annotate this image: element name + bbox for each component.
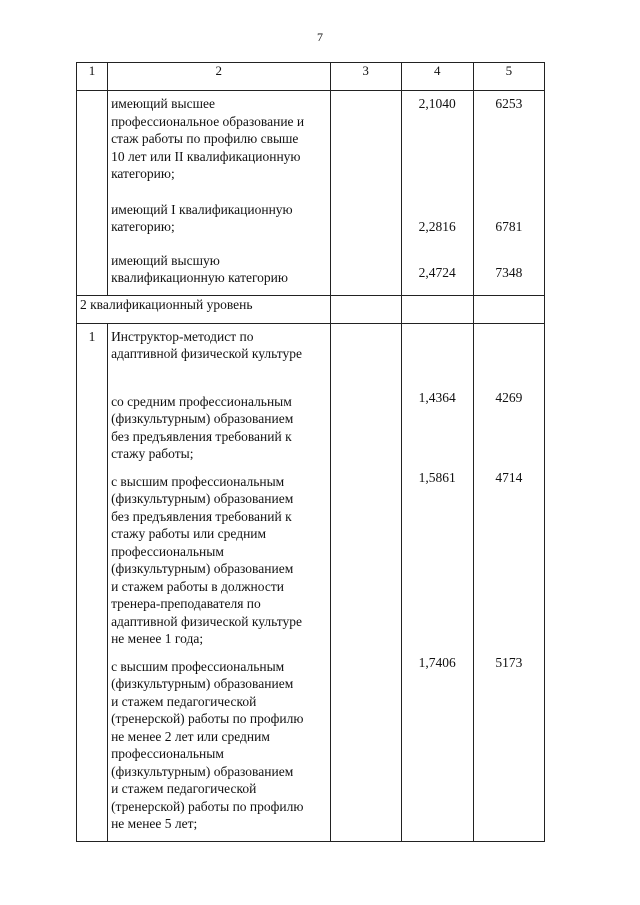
row-number-cell: [77, 91, 108, 296]
empty-cell: [473, 295, 544, 323]
text-line: стаж работы по профилю свыше: [111, 131, 299, 146]
text-line: тренера-преподавателя по: [111, 596, 261, 611]
text-line: 10 лет или II квалификационную: [111, 148, 301, 164]
text-line: (физкультурным) образованием: [111, 561, 294, 576]
text-line: (тренерской) работы по профилю: [111, 711, 304, 726]
empty-cell: [401, 295, 473, 323]
coefficient-cell: [401, 91, 473, 296]
text-line: (физкультурным) образованием: [111, 676, 294, 691]
level-title: 2 квалификационный уровень: [77, 295, 331, 323]
text-line: не менее 5 лет;: [111, 816, 198, 831]
position-title-line: адаптивной физической культуре: [111, 346, 303, 361]
text-line: и стажем работы в должности: [111, 578, 284, 594]
text-line: и стажем педагогической: [111, 781, 257, 796]
text-line: со средним профессиональным: [111, 393, 292, 409]
salary-value: 7348: [495, 265, 523, 280]
header-cell-5: 5: [473, 63, 544, 91]
text-line: стажу работы или средним: [111, 526, 267, 541]
empty-cell: [330, 295, 401, 323]
text-line: профессиональным: [111, 543, 224, 559]
salary-value: 4714: [495, 470, 523, 485]
salary-value: 6781: [495, 218, 523, 234]
header-cell-4: 4: [401, 63, 473, 91]
position-title-line: Инструктор-методист по: [111, 328, 254, 344]
table-row: [77, 91, 545, 296]
text-line: без предъявления требований к: [111, 428, 292, 444]
text-line: имеющий высшее: [111, 96, 215, 111]
coefficient-value: 1,7406: [418, 654, 456, 670]
coefficient-value: 2,4724: [418, 265, 456, 280]
text-line: и стажем педагогической: [111, 693, 257, 709]
page-number: 7: [317, 30, 323, 44]
table-header-row: [77, 63, 545, 91]
salary-value: 4269: [495, 389, 523, 405]
salary-table: [76, 62, 545, 842]
qualification-cell: [108, 323, 330, 841]
text-line: квалификационную категорию: [111, 270, 288, 285]
text-line: категорию;: [111, 166, 175, 181]
coefficient-value: 2,2816: [418, 218, 456, 234]
coefficient-value: 2,1040: [418, 96, 456, 111]
salary-value: 6253: [495, 96, 523, 111]
salary-cell: [473, 91, 544, 296]
text-line: с высшим профессиональным: [111, 473, 285, 489]
qualification-cell: [108, 91, 330, 296]
text-line: не менее 2 лет или средним: [111, 728, 270, 744]
header-cell-1: 1: [77, 63, 108, 91]
text-line: категорию;: [111, 219, 175, 234]
coefficient-cell: [401, 323, 473, 841]
table-row: [77, 323, 545, 841]
text-line: (физкультурным) образованием: [111, 491, 294, 506]
salary-cell: [473, 323, 544, 841]
text-line: (тренерской) работы по профилю: [111, 798, 304, 814]
header-cell-2: 2: [108, 63, 330, 91]
salary-value: 5173: [495, 654, 523, 670]
coefficient-value: 1,5861: [418, 470, 456, 485]
text-line: без предъявления требований к: [111, 508, 292, 524]
text-line: адаптивной физической культуре: [111, 613, 303, 629]
text-line: (физкультурным) образованием: [111, 763, 294, 779]
text-line: профессиональное образование и: [111, 113, 305, 129]
level-row: [77, 295, 545, 323]
text-line: имеющий высшую: [111, 252, 220, 268]
empty-cell: [330, 91, 401, 296]
text-line: профессиональным: [111, 746, 224, 761]
text-line: стажу работы;: [111, 446, 194, 461]
text-line: (физкультурным) образованием: [111, 411, 294, 426]
text-line: не менее 1 года;: [111, 631, 204, 646]
text-line: с высшим профессиональным: [111, 658, 285, 674]
row-number-cell: 1: [77, 323, 108, 841]
text-line: имеющий I квалификационную: [111, 201, 293, 217]
coefficient-value: 1,4364: [418, 389, 456, 405]
header-cell-3: 3: [330, 63, 401, 91]
empty-cell: [330, 323, 401, 841]
